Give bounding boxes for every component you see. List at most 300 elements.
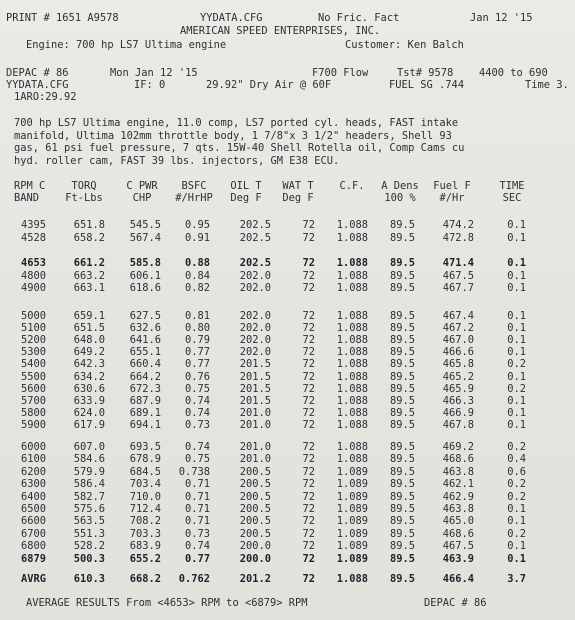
cell-oil-temp: 201.5 [239,394,271,407]
cell-power: 618.6 [129,282,161,294]
table-row [0,441,575,453]
cell-cf: 1.088 [336,257,368,269]
depac-number: DEPAC # 86 [6,67,69,79]
cell-cf: 1.088 [336,370,368,383]
cell-air-density: 89.5 [389,465,415,478]
cell-air-density: 89.5 [389,358,415,371]
cell-power: 664.2 [129,370,161,383]
cell-torque: 582.7 [73,490,105,503]
cell-time: 0.6 [507,465,526,478]
table-row [0,407,575,419]
cell-oil-temp: 200.5 [239,527,271,540]
average-results-text: AVERAGE RESULTS From <4653> RPM to <6879> RPM [26,597,308,609]
column-header: A Dens 100 % [381,180,419,204]
cell-torque: 659.1 [73,310,105,322]
air-condition: 29.92" Dry Air @ 60F [206,79,332,91]
cell-water-temp: 72 [302,441,315,453]
cell-rpm: 5700 [20,394,46,407]
cell-fuel-flow: 465.2 [442,370,474,383]
cell-time: 0.1 [507,503,526,515]
cell-oil-temp: 202.5 [239,232,271,244]
cell-time: 0.1 [507,406,526,419]
cell-air-density: 89.5 [389,382,415,395]
table-row [0,503,575,515]
print-date: Jan 12 '15 [470,12,533,24]
cell-bsfc: 0.71 [184,503,210,515]
cell-air-density: 89.5 [389,334,415,347]
cell-rpm: 6700 [20,527,46,540]
cell-power: 683.9 [129,540,161,553]
cell-air-density: 89.5 [389,257,415,269]
cell-torque: 610.3 [73,573,105,585]
cell-power: 689.1 [129,406,161,419]
cell-oil-temp: 201.5 [239,382,271,395]
cell-water-temp: 72 [302,418,315,431]
column-header: WAT T Deg F [282,180,314,204]
cell-power: 712.4 [129,503,161,515]
cell-torque: 651.8 [73,219,105,231]
table-row [0,395,575,407]
cell-time: 0.1 [507,322,526,335]
cell-oil-temp: 202.0 [239,346,271,359]
cell-rpm: 4800 [20,269,46,282]
table-row [0,419,575,431]
cell-oil-temp: 202.0 [239,334,271,347]
cell-air-density: 89.5 [389,573,415,585]
cell-air-density: 89.5 [389,478,415,491]
cell-time: 0.1 [507,346,526,359]
column-header: RPM C BAND [14,180,46,204]
cell-fuel-flow: 466.6 [442,346,474,359]
cell-torque: 584.6 [73,453,105,466]
cell-water-temp: 72 [302,465,315,478]
cell-time: 0.1 [507,310,526,322]
table-row [0,334,575,346]
cell-air-density: 89.5 [389,490,415,503]
cell-cf: 1.088 [336,322,368,335]
cell-water-temp: 72 [302,503,315,515]
config-file-2: YYDATA.CFG [6,79,69,91]
cell-time: 0.1 [507,552,526,565]
cell-air-density: 89.5 [389,219,415,231]
cell-rpm: AVRG [20,573,46,585]
note-line: gas, 61 psi fuel pressure, 7 qts. 15W-40 Shell Rotella oil, Comp Cams cu [14,142,465,155]
cell-torque: 658.2 [73,232,105,244]
cell-power: 684.5 [129,465,161,478]
cell-time: 0.1 [507,515,526,528]
cell-fuel-flow: 467.5 [442,540,474,553]
cell-rpm: 6100 [20,453,46,466]
cell-oil-temp: 201.5 [239,358,271,371]
test-number: Tst# 9578 [397,67,454,79]
cell-oil-temp: 201.0 [239,418,271,431]
cell-air-density: 89.5 [389,346,415,359]
cell-cf: 1.088 [336,269,368,282]
cell-air-density: 89.5 [389,282,415,294]
cell-fuel-flow: 465.8 [442,358,474,371]
cell-oil-temp: 202.0 [239,310,271,322]
baro-reading: 1ARO:29.92 [14,91,77,103]
cell-power: 545.5 [129,219,161,231]
cell-cf: 1.088 [336,219,368,231]
cell-rpm: 5200 [20,334,46,347]
cell-power: 627.5 [129,310,161,322]
table-row [0,491,575,503]
cell-bsfc: 0.79 [184,334,210,347]
cell-bsfc: 0.71 [184,515,210,528]
cell-fuel-flow: 467.4 [442,310,474,322]
cell-power: 710.0 [129,490,161,503]
cell-fuel-flow: 469.2 [442,441,474,453]
cell-torque: 661.2 [73,257,105,269]
column-header: C.F. [339,180,365,192]
cell-air-density: 89.5 [389,232,415,244]
table-row [0,232,575,244]
cell-water-temp: 72 [302,346,315,359]
cell-rpm: 6400 [20,490,46,503]
cell-air-density: 89.5 [389,370,415,383]
cell-water-temp: 72 [302,573,315,585]
cell-water-temp: 72 [302,370,315,383]
cell-fuel-flow: 463.8 [442,465,474,478]
cell-torque: 663.2 [73,269,105,282]
cell-cf: 1.088 [336,453,368,466]
cell-cf: 1.088 [336,406,368,419]
cell-rpm: 5500 [20,370,46,383]
cell-oil-temp: 201.2 [239,573,271,585]
cell-water-temp: 72 [302,358,315,371]
cell-time: 0.1 [507,219,526,231]
cell-rpm: 5600 [20,382,46,395]
cell-oil-temp: 200.0 [239,540,271,553]
cell-power: 668.2 [129,573,161,585]
cell-bsfc: 0.74 [184,406,210,419]
cell-water-temp: 72 [302,406,315,419]
column-header: C PWR CHP [126,180,158,204]
cell-rpm: 6500 [20,503,46,515]
cell-air-density: 89.5 [389,269,415,282]
cell-air-density: 89.5 [389,406,415,419]
cell-power: 567.4 [129,232,161,244]
engine-notes [14,117,574,167]
cell-rpm: 6200 [20,465,46,478]
cell-cf: 1.088 [336,346,368,359]
cell-air-density: 89.5 [389,453,415,466]
cell-water-temp: 72 [302,453,315,466]
cell-torque: 528.2 [73,540,105,553]
cell-water-temp: 72 [302,269,315,282]
table-row [0,515,575,527]
cell-bsfc: 0.74 [184,441,210,453]
cell-air-density: 89.5 [389,503,415,515]
cell-cf: 1.088 [336,282,368,294]
cell-rpm: 6879 [20,552,46,565]
cell-cf: 1.088 [336,334,368,347]
cell-air-density: 89.5 [389,527,415,540]
cell-time: 0.1 [507,257,526,269]
cell-rpm: 5800 [20,406,46,419]
cell-time: 0.2 [507,441,526,453]
cell-rpm: 5100 [20,322,46,335]
cell-cf: 1.089 [336,552,368,565]
cell-cf: 1.089 [336,490,368,503]
cell-time: 0.2 [507,478,526,491]
cell-air-density: 89.5 [389,322,415,335]
engine-label: Engine: 700 hp LS7 Ultima engine [26,39,227,51]
column-header: OIL T Deg F [230,180,262,204]
cell-bsfc: 0.71 [184,478,210,491]
cell-cf: 1.088 [336,382,368,395]
table-row [0,540,575,552]
cell-torque: 663.1 [73,282,105,294]
cell-torque: 649.2 [73,346,105,359]
footer-depac: DEPAC # 86 [424,597,487,609]
cell-power: 641.6 [129,334,161,347]
cell-power: 655.2 [129,552,161,565]
cell-air-density: 89.5 [389,441,415,453]
table-row [0,383,575,395]
cell-rpm: 6000 [20,441,46,453]
cell-time: 0.1 [507,540,526,553]
if-value: IF: 0 [134,79,166,91]
cell-time: 0.2 [507,358,526,371]
cell-rpm: 6300 [20,478,46,491]
note-line: hyd. roller cam, FAST 39 lbs. injectors, GM E38 ECU. [14,154,340,167]
cell-bsfc: 0.75 [184,453,210,466]
cell-fuel-flow: 467.7 [442,282,474,294]
cell-torque: 630.6 [73,382,105,395]
cell-cf: 1.089 [336,540,368,553]
cell-cf: 1.088 [336,418,368,431]
cell-water-temp: 72 [302,394,315,407]
flow-label: F700 Flow [312,67,369,79]
cell-time: 3.7 [507,573,526,585]
cell-water-temp: 72 [302,515,315,528]
cell-oil-temp: 201.0 [239,406,271,419]
cell-power: 660.4 [129,358,161,371]
note-line: 700 hp LS7 Ultima engine, 11.0 comp, LS7 ported cyl. heads, FAST intake [14,117,459,129]
table-row [0,257,575,269]
cell-oil-temp: 202.5 [239,257,271,269]
cell-rpm: 6600 [20,515,46,528]
cell-cf: 1.088 [336,232,368,244]
cell-power: 585.8 [129,257,161,269]
cell-oil-temp: 200.5 [239,490,271,503]
cell-fuel-flow: 468.6 [442,453,474,466]
cell-bsfc: 0.91 [184,232,210,244]
table-row [0,346,575,358]
cell-fuel-flow: 467.2 [442,322,474,335]
column-header: BSFC #/HrHP [175,180,213,204]
cell-time: 0.2 [507,382,526,395]
cell-time: 0.2 [507,490,526,503]
cell-cf: 1.089 [336,515,368,528]
cell-bsfc: 0.73 [184,527,210,540]
cell-bsfc: 0.77 [184,552,210,565]
cell-bsfc: 0.76 [184,370,210,383]
cell-torque: 607.0 [73,441,105,453]
cell-rpm: 4900 [20,282,46,294]
cell-oil-temp: 201.5 [239,370,271,383]
cell-power: 672.3 [129,382,161,395]
cell-bsfc: 0.77 [184,346,210,359]
cell-fuel-flow: 468.6 [442,527,474,540]
cell-torque: 634.2 [73,370,105,383]
cell-oil-temp: 202.0 [239,282,271,294]
cell-rpm: 4395 [20,219,46,231]
rpm-range: 4400 to 690 [479,67,548,79]
cell-water-temp: 72 [302,310,315,322]
cell-torque: 651.5 [73,322,105,335]
cell-rpm: 4528 [20,232,46,244]
cell-rpm: 6800 [20,540,46,553]
cell-power: 606.1 [129,269,161,282]
cell-bsfc: 0.84 [184,269,210,282]
cell-power: 632.6 [129,322,161,335]
cell-time: 0.1 [507,282,526,294]
cell-fuel-flow: 471.4 [442,257,474,269]
cell-fuel-flow: 462.9 [442,490,474,503]
cell-bsfc: 0.82 [184,282,210,294]
cell-bsfc: 0.80 [184,322,210,335]
cell-cf: 1.089 [336,527,368,540]
table-row [0,322,575,334]
cell-cf: 1.089 [336,478,368,491]
cell-water-temp: 72 [302,478,315,491]
cell-air-density: 89.5 [389,515,415,528]
column-header: TIME SEC [499,180,525,204]
cell-air-density: 89.5 [389,394,415,407]
table-row [0,466,575,478]
table-row [0,453,575,465]
cell-water-temp: 72 [302,257,315,269]
cell-water-temp: 72 [302,232,315,244]
cell-oil-temp: 200.5 [239,478,271,491]
table-row [0,528,575,540]
config-file: YYDATA.CFG [200,12,263,24]
cell-torque: 586.4 [73,478,105,491]
fuel-sg: FUEL SG .744 [389,79,465,91]
cell-torque: 500.3 [73,552,105,565]
cell-time: 0.1 [507,232,526,244]
column-headers [0,180,575,206]
cell-rpm: 5000 [20,310,46,322]
table-row [0,310,575,322]
cell-oil-temp: 200.0 [239,552,271,565]
table-row [0,478,575,490]
cell-time: 0.1 [507,370,526,383]
cell-bsfc: 0.88 [184,257,210,269]
cell-fuel-flow: 462.1 [442,478,474,491]
table-row [0,270,575,282]
table-row [0,219,575,231]
cell-fuel-flow: 467.5 [442,269,474,282]
cell-fuel-flow: 465.0 [442,515,474,528]
cell-bsfc: 0.81 [184,310,210,322]
cell-air-density: 89.5 [389,540,415,553]
cell-water-temp: 72 [302,219,315,231]
run-date: Mon Jan 12 '15 [110,67,198,79]
cell-power: 694.1 [129,418,161,431]
print-number: PRINT # 1651 A9578 [6,12,119,24]
cell-oil-temp: 201.0 [239,441,271,453]
cell-water-temp: 72 [302,334,315,347]
cell-bsfc: 0.95 [184,219,210,231]
cell-water-temp: 72 [302,527,315,540]
cell-torque: 624.0 [73,406,105,419]
cell-oil-temp: 200.5 [239,503,271,515]
cell-fuel-flow: 463.9 [442,552,474,565]
cell-oil-temp: 200.5 [239,515,271,528]
cell-torque: 579.9 [73,465,105,478]
cell-torque: 617.9 [73,418,105,431]
cell-oil-temp: 201.0 [239,453,271,466]
cell-time: 0.2 [507,527,526,540]
cell-power: 678.9 [129,453,161,466]
cell-fuel-flow: 465.9 [442,382,474,395]
cell-cf: 1.088 [336,310,368,322]
cell-water-temp: 72 [302,282,315,294]
cell-rpm: 5900 [20,418,46,431]
cell-rpm: 5300 [20,346,46,359]
cell-power: 703.4 [129,478,161,491]
cell-air-density: 89.5 [389,552,415,565]
table-row [0,553,575,565]
cell-torque: 633.9 [73,394,105,407]
cell-oil-temp: 202.5 [239,219,271,231]
cell-oil-temp: 202.0 [239,269,271,282]
cell-bsfc: 0.73 [184,418,210,431]
cell-air-density: 89.5 [389,418,415,431]
cell-cf: 1.088 [336,394,368,407]
cell-torque: 575.6 [73,503,105,515]
cell-cf: 1.089 [336,503,368,515]
cell-bsfc: 0.74 [184,394,210,407]
cell-oil-temp: 200.5 [239,465,271,478]
cell-rpm: 4653 [20,257,46,269]
cell-fuel-flow: 466.9 [442,406,474,419]
cell-power: 708.2 [129,515,161,528]
cell-torque: 642.3 [73,358,105,371]
cell-water-temp: 72 [302,322,315,335]
cell-fuel-flow: 467.8 [442,418,474,431]
mode-label: No Fric. Fact [318,12,400,24]
cell-time: 0.1 [507,418,526,431]
cell-bsfc: 0.71 [184,490,210,503]
cell-power: 655.1 [129,346,161,359]
cell-fuel-flow: 466.3 [442,394,474,407]
cell-fuel-flow: 466.4 [442,573,474,585]
cell-fuel-flow: 463.8 [442,503,474,515]
cell-oil-temp: 202.0 [239,322,271,335]
cell-time: 0.1 [507,269,526,282]
note-line: manifold, Ultima 102mm throttle body, 1 7/8"x 3 1/2" headers, Shell 93 [14,129,452,142]
cell-power: 703.3 [129,527,161,540]
cell-bsfc: 0.738 [178,465,210,478]
cell-fuel-flow: 474.2 [442,219,474,231]
cell-air-density: 89.5 [389,310,415,322]
cell-cf: 1.088 [336,573,368,585]
cell-bsfc: 0.77 [184,358,210,371]
cell-time: 0.4 [507,453,526,466]
table-row [0,358,575,370]
cell-water-temp: 72 [302,540,315,553]
cell-fuel-flow: 472.8 [442,232,474,244]
cell-power: 693.5 [129,441,161,453]
table-row [0,371,575,383]
table-row [0,282,575,294]
company-name: AMERICAN SPEED ENTERPRISES, INC. [180,25,381,37]
